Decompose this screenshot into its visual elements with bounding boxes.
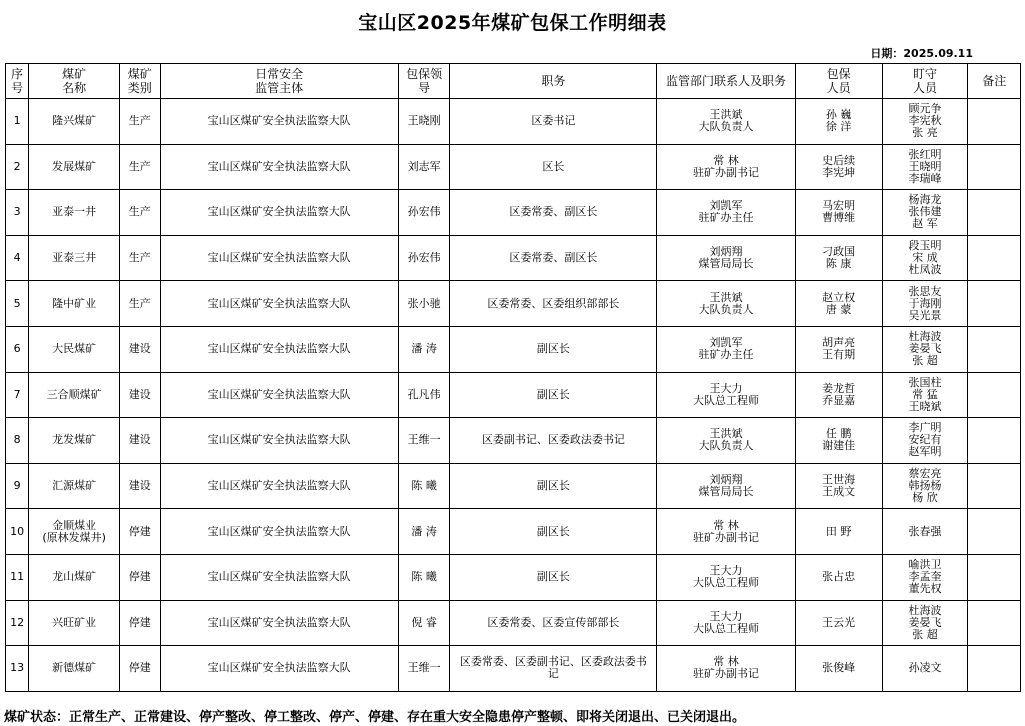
table-row bbox=[6, 281, 1021, 327]
cell-leader: 王维一 bbox=[398, 418, 450, 464]
cell-leader: 孔凡伟 bbox=[398, 372, 450, 418]
cell-mine-type: 生产 bbox=[120, 99, 160, 145]
cell-note bbox=[968, 554, 1021, 600]
cell-note bbox=[968, 372, 1021, 418]
cell-no: 5 bbox=[6, 281, 29, 327]
cell-contact: 常 林 驻矿办副书记 bbox=[657, 509, 795, 555]
cell-staff: 田 野 bbox=[795, 509, 882, 555]
cell-position: 副区长 bbox=[450, 372, 657, 418]
table-header-row bbox=[6, 64, 1021, 99]
cell-no: 10 bbox=[6, 509, 29, 555]
cell-no: 4 bbox=[6, 235, 29, 281]
cell-position: 区委书记 bbox=[450, 99, 657, 145]
cell-subject: 宝山区煤矿安全执法监察大队 bbox=[160, 554, 398, 600]
cell-staff: 赵立权 唐 蒙 bbox=[795, 281, 882, 327]
cell-staff: 张占忠 bbox=[795, 554, 882, 600]
cell-note bbox=[968, 463, 1021, 509]
cell-watch: 张国柱 常 猛 王晓斌 bbox=[882, 372, 968, 418]
table-row bbox=[6, 144, 1021, 190]
cell-note bbox=[968, 326, 1021, 372]
cell-leader: 陈 曦 bbox=[398, 554, 450, 600]
cell-mine-type: 建设 bbox=[120, 372, 160, 418]
coal-mine-table bbox=[5, 63, 1021, 692]
cell-contact: 刘炳翔 煤管局局长 bbox=[657, 235, 795, 281]
cell-mine-type: 建设 bbox=[120, 463, 160, 509]
cell-mine-name: 龙山煤矿 bbox=[29, 554, 120, 600]
cell-leader: 刘志军 bbox=[398, 144, 450, 190]
cell-note bbox=[968, 418, 1021, 464]
cell-contact: 王洪斌 大队负责人 bbox=[657, 281, 795, 327]
table-row bbox=[6, 372, 1021, 418]
cell-contact: 王洪斌 大队负责人 bbox=[657, 418, 795, 464]
cell-subject: 宝山区煤矿安全执法监察大队 bbox=[160, 372, 398, 418]
cell-note bbox=[968, 144, 1021, 190]
cell-subject: 宝山区煤矿安全执法监察大队 bbox=[160, 144, 398, 190]
cell-no: 8 bbox=[6, 418, 29, 464]
cell-subject: 宝山区煤矿安全执法监察大队 bbox=[160, 418, 398, 464]
cell-mine-name: 亚泰一井 bbox=[29, 190, 120, 236]
cell-note bbox=[968, 235, 1021, 281]
cell-position: 区委副书记、区委政法委书记 bbox=[450, 418, 657, 464]
cell-contact: 刘凯军 驻矿办主任 bbox=[657, 326, 795, 372]
cell-position: 区委常委、区委组织部部长 bbox=[450, 281, 657, 327]
cell-mine-name: 隆中矿业 bbox=[29, 281, 120, 327]
cell-staff: 任 鹏 谢建佳 bbox=[795, 418, 882, 464]
cell-no: 3 bbox=[6, 190, 29, 236]
cell-leader: 王晓刚 bbox=[398, 99, 450, 145]
cell-mine-type: 建设 bbox=[120, 326, 160, 372]
cell-position: 副区长 bbox=[450, 554, 657, 600]
cell-leader: 孙宏伟 bbox=[398, 235, 450, 281]
cell-position: 区委常委、副区长 bbox=[450, 235, 657, 281]
cell-subject: 宝山区煤矿安全执法监察大队 bbox=[160, 281, 398, 327]
cell-watch: 喻洪卫 李孟奎 董先权 bbox=[882, 554, 968, 600]
cell-staff: 马宏明 曹博维 bbox=[795, 190, 882, 236]
table-row bbox=[6, 190, 1021, 236]
cell-staff: 胡声亮 王有期 bbox=[795, 326, 882, 372]
cell-note bbox=[968, 99, 1021, 145]
cell-mine-name: 发展煤矿 bbox=[29, 144, 120, 190]
cell-no: 2 bbox=[6, 144, 29, 190]
cell-no: 12 bbox=[6, 600, 29, 646]
cell-leader: 潘 涛 bbox=[398, 326, 450, 372]
cell-leader: 陈 曦 bbox=[398, 463, 450, 509]
cell-watch: 张春强 bbox=[882, 509, 968, 555]
cell-mine-type: 生产 bbox=[120, 190, 160, 236]
cell-subject: 宝山区煤矿安全执法监察大队 bbox=[160, 600, 398, 646]
cell-contact: 王洪斌 大队负责人 bbox=[657, 99, 795, 145]
cell-no: 13 bbox=[6, 646, 29, 692]
cell-position: 副区长 bbox=[450, 509, 657, 555]
table-row bbox=[6, 418, 1021, 464]
cell-mine-name: 三合顺煤矿 bbox=[29, 372, 120, 418]
cell-mine-type: 建设 bbox=[120, 418, 160, 464]
cell-watch: 张思友 于海刚 吴光景 bbox=[882, 281, 968, 327]
cell-no: 7 bbox=[6, 372, 29, 418]
cell-watch: 杜海波 姜晏飞 张 超 bbox=[882, 600, 968, 646]
cell-mine-type: 停建 bbox=[120, 646, 160, 692]
cell-position: 区长 bbox=[450, 144, 657, 190]
cell-mine-name: 大民煤矿 bbox=[29, 326, 120, 372]
table-row bbox=[6, 509, 1021, 555]
table-row bbox=[6, 554, 1021, 600]
cell-note bbox=[968, 646, 1021, 692]
col-header-staff: 包保 人员 bbox=[795, 64, 882, 99]
cell-subject: 宝山区煤矿安全执法监察大队 bbox=[160, 99, 398, 145]
cell-watch: 李广明 安纪有 赵军明 bbox=[882, 418, 968, 464]
cell-leader: 张小驰 bbox=[398, 281, 450, 327]
cell-watch: 张红明 王晓明 李瑞峰 bbox=[882, 144, 968, 190]
cell-staff: 姜龙哲 乔显嘉 bbox=[795, 372, 882, 418]
cell-subject: 宝山区煤矿安全执法监察大队 bbox=[160, 509, 398, 555]
cell-leader: 倪 睿 bbox=[398, 600, 450, 646]
cell-mine-type: 生产 bbox=[120, 144, 160, 190]
cell-watch: 杜海波 姜晏飞 张 超 bbox=[882, 326, 968, 372]
cell-watch: 杨海龙 张伟建 赵 军 bbox=[882, 190, 968, 236]
table-row bbox=[6, 600, 1021, 646]
page-title: 宝山区2025年煤矿包保工作明细表 bbox=[358, 12, 667, 34]
cell-mine-name: 兴旺矿业 bbox=[29, 600, 120, 646]
cell-staff: 刁政国 陈 康 bbox=[795, 235, 882, 281]
col-header-watch: 盯守 人员 bbox=[882, 64, 968, 99]
cell-mine-type: 停建 bbox=[120, 509, 160, 555]
cell-watch: 孙凌文 bbox=[882, 646, 968, 692]
cell-note bbox=[968, 190, 1021, 236]
cell-contact: 刘炳翔 煤管局局长 bbox=[657, 463, 795, 509]
col-header-subject: 日常安全 监管主体 bbox=[160, 64, 398, 99]
table-row bbox=[6, 463, 1021, 509]
table-row bbox=[6, 99, 1021, 145]
cell-mine-name: 亚泰三井 bbox=[29, 235, 120, 281]
cell-position: 区委常委、副区长 bbox=[450, 190, 657, 236]
col-header-leader: 包保领 导 bbox=[398, 64, 450, 99]
cell-no: 11 bbox=[6, 554, 29, 600]
col-header-type: 煤矿 类别 bbox=[120, 64, 160, 99]
cell-no: 6 bbox=[6, 326, 29, 372]
cell-no: 1 bbox=[6, 99, 29, 145]
cell-leader: 潘 涛 bbox=[398, 509, 450, 555]
cell-subject: 宝山区煤矿安全执法监察大队 bbox=[160, 646, 398, 692]
cell-position: 区委常委、区委宣传部部长 bbox=[450, 600, 657, 646]
cell-position: 区委常委、区委副书记、区委政法委书 记 bbox=[450, 646, 657, 692]
cell-no: 9 bbox=[6, 463, 29, 509]
cell-mine-type: 生产 bbox=[120, 235, 160, 281]
cell-contact: 王大力 大队总工程师 bbox=[657, 372, 795, 418]
cell-subject: 宝山区煤矿安全执法监察大队 bbox=[160, 190, 398, 236]
cell-contact: 王大力 大队总工程师 bbox=[657, 554, 795, 600]
report-date: 日期：2025.09.11 bbox=[870, 47, 973, 60]
col-header-name: 煤矿 名称 bbox=[29, 64, 120, 99]
cell-mine-name: 汇源煤矿 bbox=[29, 463, 120, 509]
col-header-note: 备注 bbox=[968, 64, 1021, 99]
cell-note bbox=[968, 281, 1021, 327]
col-header-no: 序 号 bbox=[6, 64, 29, 99]
cell-subject: 宝山区煤矿安全执法监察大队 bbox=[160, 463, 398, 509]
cell-subject: 宝山区煤矿安全执法监察大队 bbox=[160, 326, 398, 372]
cell-position: 副区长 bbox=[450, 463, 657, 509]
cell-mine-type: 生产 bbox=[120, 281, 160, 327]
table-row bbox=[6, 326, 1021, 372]
cell-staff: 孙 巍 徐 洋 bbox=[795, 99, 882, 145]
cell-watch: 顾元争 李宪秋 张 亮 bbox=[882, 99, 968, 145]
cell-leader: 王维一 bbox=[398, 646, 450, 692]
col-header-position: 职务 bbox=[450, 64, 657, 99]
cell-mine-name: 金顺煤业 (原林发煤井) bbox=[29, 509, 120, 555]
cell-note bbox=[968, 600, 1021, 646]
cell-contact: 常 林 驻矿办副书记 bbox=[657, 646, 795, 692]
cell-contact: 刘凯军 驻矿办主任 bbox=[657, 190, 795, 236]
cell-staff: 王世海 王成文 bbox=[795, 463, 882, 509]
cell-leader: 孙宏伟 bbox=[398, 190, 450, 236]
cell-note bbox=[968, 509, 1021, 555]
cell-watch: 段玉明 宋 成 杜凤波 bbox=[882, 235, 968, 281]
cell-subject: 宝山区煤矿安全执法监察大队 bbox=[160, 235, 398, 281]
table-row bbox=[6, 235, 1021, 281]
col-header-contact: 监管部门联系人及职务 bbox=[657, 64, 795, 99]
cell-mine-type: 停建 bbox=[120, 600, 160, 646]
table-body bbox=[6, 99, 1021, 692]
footer-note: 煤矿状态：正常生产、正常建设、停产整改、停工整改、停产、停建、存在重大安全隐患停产整顿、即将关闭退出、已关闭退出。 bbox=[4, 710, 746, 725]
cell-watch: 蔡宏亮 韩扬杨 杨 欣 bbox=[882, 463, 968, 509]
cell-staff: 王云光 bbox=[795, 600, 882, 646]
cell-mine-name: 龙发煤矿 bbox=[29, 418, 120, 464]
cell-mine-name: 隆兴煤矿 bbox=[29, 99, 120, 145]
cell-mine-name: 新德煤矿 bbox=[29, 646, 120, 692]
table-row bbox=[6, 646, 1021, 692]
cell-contact: 常 林 驻矿办副书记 bbox=[657, 144, 795, 190]
cell-staff: 史后续 李宪坤 bbox=[795, 144, 882, 190]
cell-mine-type: 停建 bbox=[120, 554, 160, 600]
cell-staff: 张俊峰 bbox=[795, 646, 882, 692]
cell-position: 副区长 bbox=[450, 326, 657, 372]
cell-contact: 王大力 大队总工程师 bbox=[657, 600, 795, 646]
